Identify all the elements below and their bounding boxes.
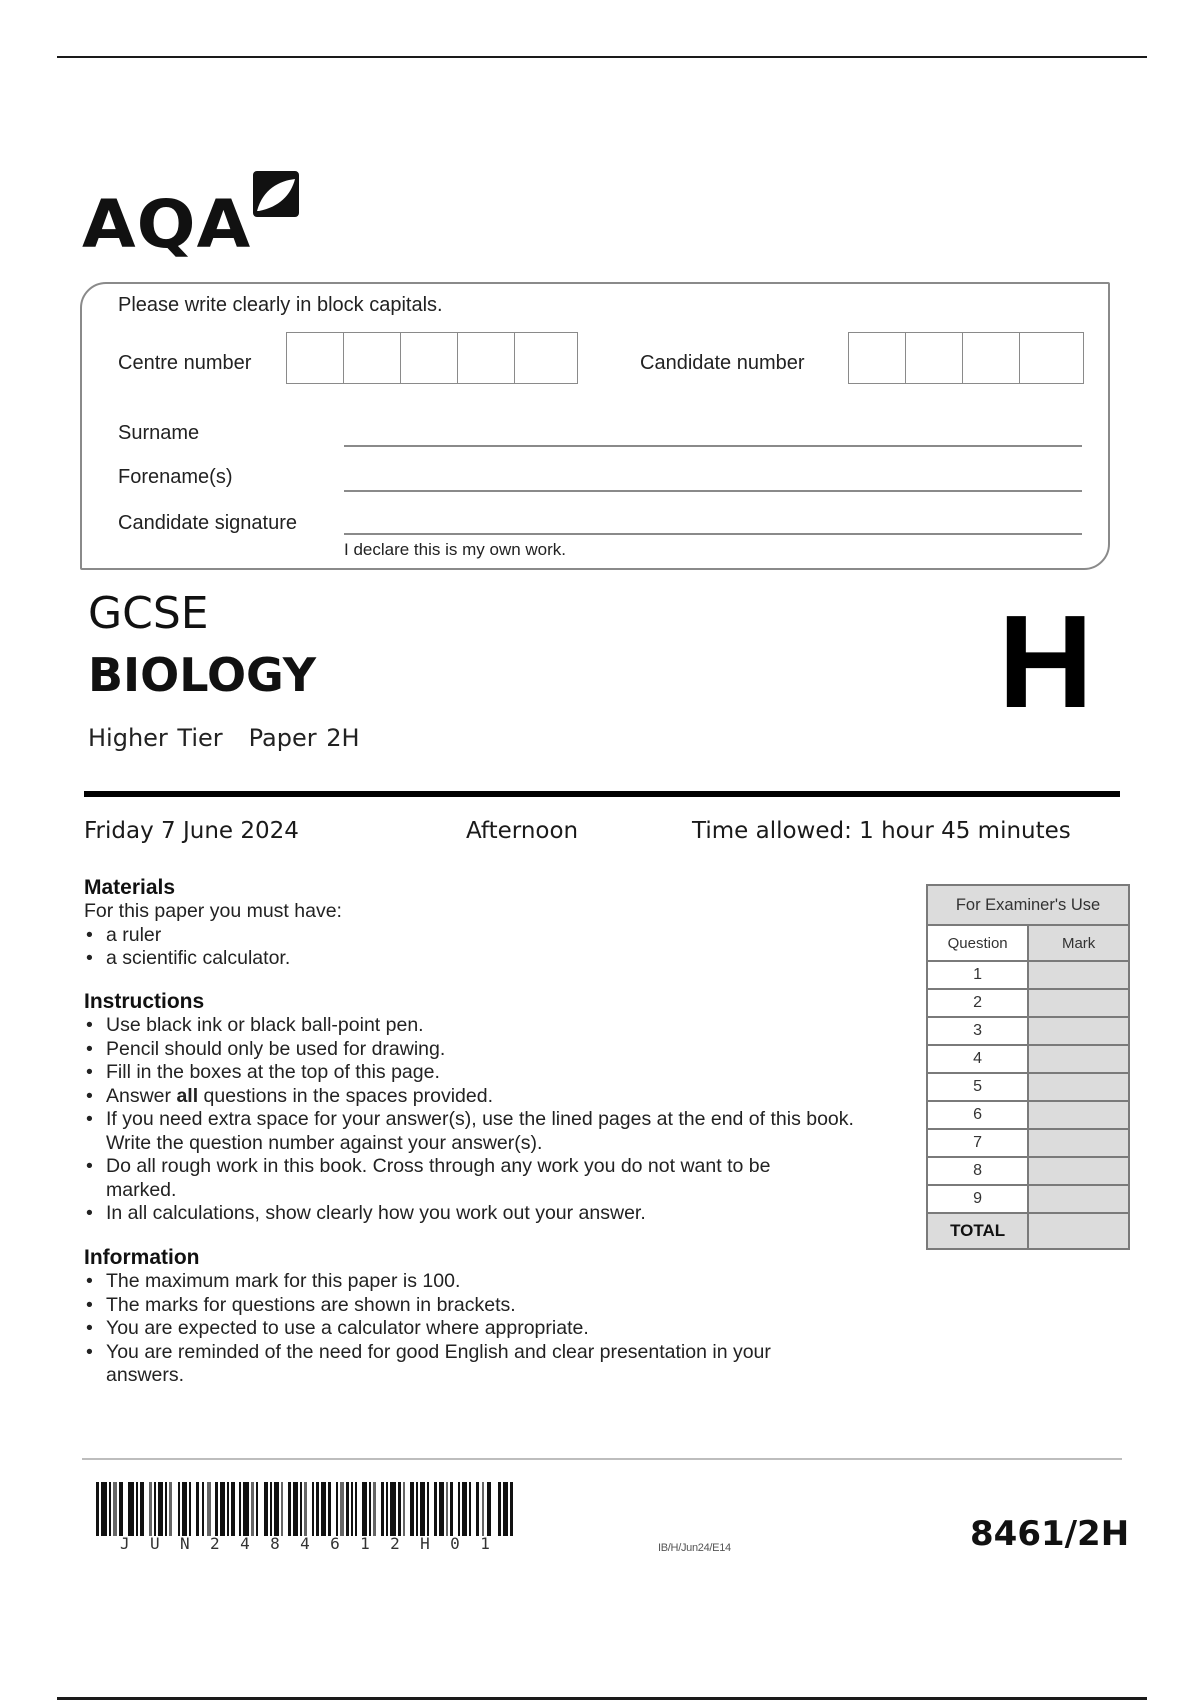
barcode-char: N	[180, 1534, 190, 1553]
barcode-text	[120, 1534, 490, 1553]
instruction-item: • If you need extra space for your answer(s), use the lined pages at the end of this book. Write the question number against your answer(s).	[84, 1108, 876, 1155]
centre-number-digit-box[interactable]	[401, 333, 458, 383]
question-number: 9	[927, 1185, 1028, 1213]
barcode-char: 4	[240, 1534, 250, 1553]
information-item: • You are expected to use a calculator where appropriate.	[84, 1317, 844, 1341]
candidate-number-field[interactable]	[848, 332, 1084, 384]
mark-cell	[1028, 1157, 1129, 1185]
table-row	[927, 1129, 1129, 1157]
centre-number-field[interactable]	[286, 332, 578, 384]
centre-number-digit-box[interactable]	[287, 333, 344, 383]
mark-cell	[1028, 1073, 1129, 1101]
centre-number-digit-box[interactable]	[344, 333, 401, 383]
centre-number-digit-box[interactable]	[515, 333, 575, 383]
paper-label: Paper 2H	[248, 724, 360, 752]
instructions-section	[84, 990, 884, 1226]
materials-item: • a ruler	[84, 924, 584, 948]
instruction-item: • Pencil should only be used for drawing.	[84, 1038, 884, 1062]
mark-cell	[1028, 961, 1129, 989]
mark-cell	[1028, 1129, 1129, 1157]
mark-cell	[1028, 1101, 1129, 1129]
table-row-total	[927, 1213, 1129, 1249]
table-row	[927, 1185, 1129, 1213]
instruction-text: questions in the spaces provided.	[198, 1084, 493, 1107]
table-row	[927, 1045, 1129, 1073]
exam-date: Friday 7 June 2024	[84, 818, 299, 844]
instruction-item	[84, 1085, 884, 1109]
instructions-list	[84, 1014, 884, 1226]
aqa-leaf-mark-icon	[253, 171, 299, 222]
instruction-emphasis: all	[176, 1084, 199, 1107]
instruction-item: • Use black ink or black ball-point pen.	[84, 1014, 884, 1038]
forenames-field[interactable]	[344, 490, 1082, 492]
aqa-logo	[82, 168, 299, 263]
candidate-number-digit-box[interactable]	[849, 333, 906, 383]
barcode-icon	[96, 1482, 514, 1536]
materials-heading: Materials	[84, 876, 176, 899]
candidate-number-digit-box[interactable]	[963, 333, 1020, 383]
table-row	[927, 1017, 1129, 1045]
signature-label: Candidate signature	[118, 512, 298, 534]
tier-label: Higher Tier	[88, 724, 223, 752]
question-column-header: Question	[927, 925, 1028, 961]
exam-session: Afternoon	[466, 818, 579, 844]
materials-intro: For this paper you must have:	[84, 900, 342, 922]
instruction-item: • Do all rough work in this book. Cross through any work you do not want to be marked.	[84, 1155, 826, 1202]
centre-number-label: Centre number	[118, 352, 252, 374]
mark-cell	[1028, 1185, 1129, 1213]
table-row	[927, 1101, 1129, 1129]
ib-reference-code: IB/H/Jun24/E14	[658, 1542, 731, 1554]
materials-list	[84, 924, 584, 971]
information-heading: Information	[84, 1246, 200, 1269]
barcode-char: 2	[210, 1534, 220, 1553]
block-capitals-instruction: Please write clearly in block capitals.	[118, 294, 443, 316]
barcode-char: J	[120, 1534, 130, 1553]
question-number: 7	[927, 1129, 1028, 1157]
information-section	[84, 1246, 844, 1388]
signature-field[interactable]	[344, 533, 1082, 535]
mark-cell	[1028, 989, 1129, 1017]
materials-item: • a scientific calculator.	[84, 947, 584, 971]
subject-title: BIOLOGY	[88, 648, 317, 702]
information-item: • The marks for questions are shown in brackets.	[84, 1294, 844, 1318]
time-allowed: Time allowed: 1 hour 45 minutes	[692, 818, 1071, 844]
question-number: 2	[927, 989, 1028, 1017]
total-mark-cell	[1028, 1213, 1129, 1249]
table-row	[927, 989, 1129, 1017]
forenames-label: Forename(s)	[118, 466, 233, 488]
question-number: 4	[927, 1045, 1028, 1073]
title-divider	[84, 791, 1120, 797]
instruction-text: Answer	[106, 1084, 177, 1107]
mark-cell	[1028, 1045, 1129, 1073]
table-row	[927, 961, 1129, 989]
barcode-char: 2	[390, 1534, 400, 1553]
candidate-number-digit-box[interactable]	[906, 333, 963, 383]
instructions-heading: Instructions	[84, 990, 205, 1013]
examiners-use-title: For Examiner's Use	[927, 885, 1129, 925]
barcode-char: U	[150, 1534, 160, 1553]
table-row	[927, 1157, 1129, 1185]
question-number: 8	[927, 1157, 1028, 1185]
question-number: 6	[927, 1101, 1028, 1129]
barcode-char: 0	[450, 1534, 460, 1553]
candidate-number-digit-box[interactable]	[1020, 333, 1080, 383]
barcode-char: 1	[480, 1534, 490, 1553]
paper-code: 8461/2H	[970, 1514, 1130, 1554]
footer-divider	[82, 1458, 1122, 1460]
tier-letter: H	[998, 588, 1094, 735]
barcode-char: H	[420, 1534, 430, 1553]
question-number: 5	[927, 1073, 1028, 1101]
examiners-use-table	[926, 884, 1130, 1250]
information-item: • You are reminded of the need for good English and clear presentation in your answers.	[84, 1341, 806, 1388]
mark-cell	[1028, 1017, 1129, 1045]
barcode-char: 4	[300, 1534, 310, 1553]
question-number: 3	[927, 1017, 1028, 1045]
barcode-char: 6	[330, 1534, 340, 1553]
materials-section	[84, 876, 584, 971]
mark-column-header: Mark	[1028, 925, 1129, 961]
barcode-char: 8	[270, 1534, 280, 1553]
surname-field[interactable]	[344, 445, 1082, 447]
candidate-number-label: Candidate number	[640, 352, 805, 374]
information-item: • The maximum mark for this paper is 100.	[84, 1270, 844, 1294]
barcode-char: 1	[360, 1534, 370, 1553]
information-list	[84, 1270, 844, 1388]
instruction-item: • In all calculations, show clearly how you work out your answer.	[84, 1202, 884, 1226]
tier-paper-line	[88, 724, 360, 752]
question-number: 1	[927, 961, 1028, 989]
centre-number-digit-box[interactable]	[458, 333, 515, 383]
top-page-rule	[57, 56, 1147, 58]
surname-label: Surname	[118, 422, 200, 444]
logo-text: AQA	[82, 186, 252, 263]
instruction-item: • Fill in the boxes at the top of this page.	[84, 1061, 884, 1085]
total-label: TOTAL	[927, 1213, 1028, 1249]
table-row	[927, 1073, 1129, 1101]
qualification-title: GCSE	[88, 588, 209, 639]
declaration-text: I declare this is my own work.	[344, 540, 567, 559]
